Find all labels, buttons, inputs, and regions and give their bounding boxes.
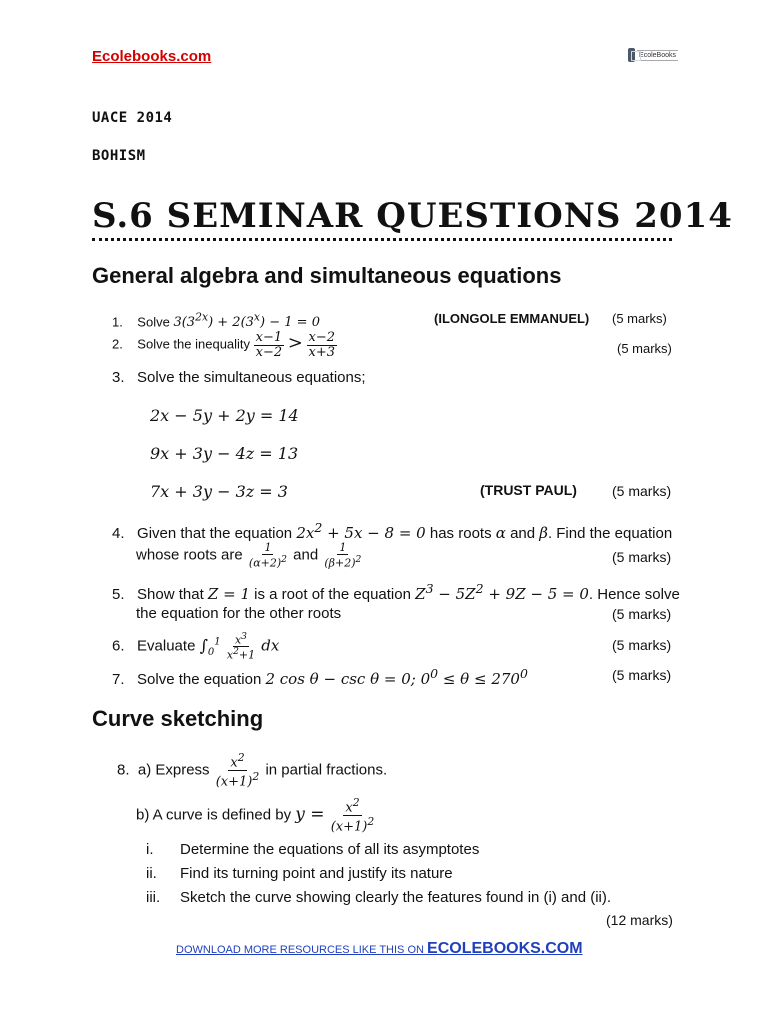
page-title: S.6 SEMINAR QUESTIONS 2014 (92, 196, 672, 241)
logo-text: EcoleBooks (639, 51, 676, 59)
ecolebooks-logo (628, 46, 678, 64)
book-icon (628, 48, 635, 62)
section-heading-curve: Curve sketching (92, 706, 264, 731)
sub-question-iii: iii. Sketch the curve showing clearly the features found in (i) and (ii). (146, 889, 612, 906)
question-5-line-2: the equation for the other roots (136, 605, 342, 622)
question-5: 5. Show that Z = 1 is a root of the equation $Z^3 - 5Z^2 + 9Z - 5 = 0$. Hence solve (112, 581, 680, 603)
exam-label: UACE 2014 (92, 110, 173, 126)
sub-question-ii: ii. Find its turning point and justify its nature (146, 865, 453, 882)
question-6-marks: (5 marks) (612, 637, 672, 653)
sub-question-i: i. Determine the equations of all its asymptotes (146, 841, 480, 858)
question-2-marks: (5 marks) (617, 341, 672, 356)
question-3-marks: (5 marks) (612, 483, 672, 499)
question-3-author: (TRUST PAUL) (480, 482, 577, 498)
question-6: 6. Evaluate $\int_0^1$ $\frac{x^3}{x^2+1}$ dx (112, 631, 280, 662)
section-heading-algebra: General algebra and simultaneous equations (92, 263, 562, 288)
question-8a: 8. a) Express $\frac{x^2}{(x+1)^2}$ in partial fractions. (117, 751, 388, 790)
school-label: BOHISM (92, 148, 146, 164)
question-8-marks: (12 marks) (606, 912, 673, 928)
question-4-line-2: whose roots are $\frac{1}{(\alpha+2)^2}$ and $\frac{1}{(\beta+2)^2}$ (136, 541, 362, 570)
question-7-marks: (5 marks) (612, 667, 672, 683)
question-1: 1. Solve $3(3^{2x}) + 2(3^x) - 1 = 0$ (112, 311, 320, 331)
site-link[interactable]: Ecolebooks.com (92, 48, 212, 65)
equation-1: 2x − 5y + 2y = 14 (150, 406, 299, 425)
question-8b: b) A curve is defined by y = $\frac{x^2}{(x+1)^2}$ (136, 796, 375, 835)
question-7: 7. Solve the equation 2 cos θ − csc θ = 0; $0^0 \le \theta \le 270^0$ (112, 666, 528, 688)
equation-3: 7x + 3y − 3z = 3 (150, 482, 288, 501)
question-3: 3. Solve the simultaneous equations; (112, 369, 366, 386)
footer-link[interactable]: DOWNLOAD MORE RESOURCES LIKE THIS ON ECOLEBOOKS.COM (176, 940, 583, 957)
question-1-marks: (5 marks) (612, 311, 667, 326)
question-4: 4. Given that the equation $2x^2 + 5x - 8 = 0$ has roots α and β. Find the equation (112, 520, 673, 542)
question-2: 2. Solve the inequality $\frac{x-1}{x-2}$ > $\frac{x-2}{x+3}$ (112, 330, 336, 360)
equation-2: 9x + 3y − 4z = 13 (150, 444, 299, 463)
question-1-author: (ILONGOLE EMMANUEL) (434, 311, 590, 326)
question-4-marks: (5 marks) (612, 549, 672, 565)
question-5-marks: (5 marks) (612, 606, 672, 622)
